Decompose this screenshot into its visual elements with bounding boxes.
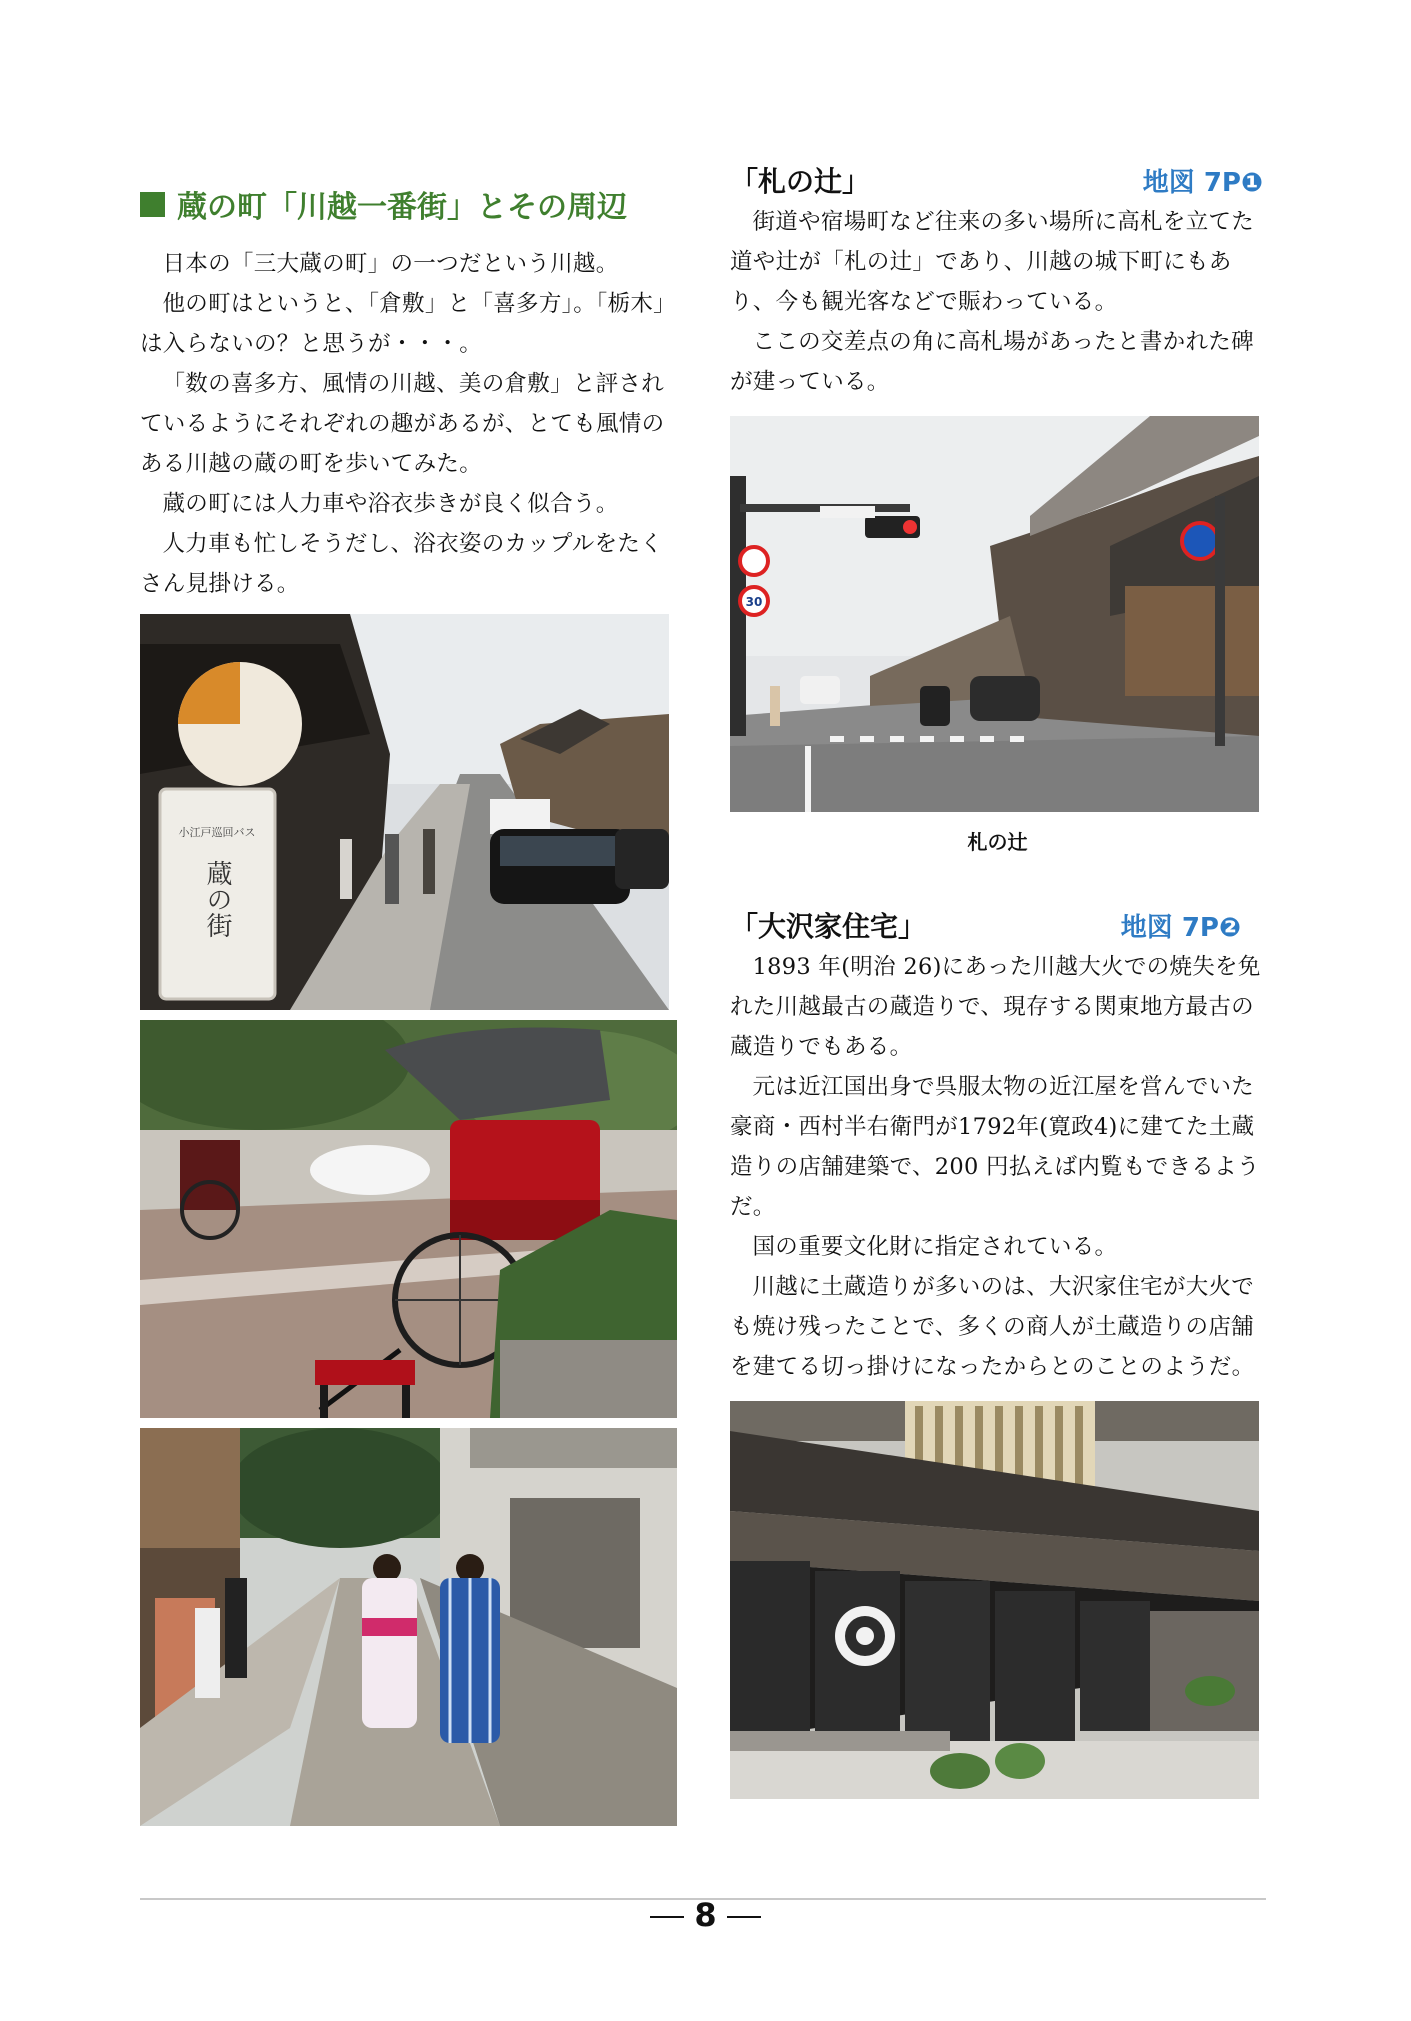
osawa-paragraph-4: 川越に土蔵造りが多いのは、大沢家住宅が大火でも焼け残ったことで、多くの商人が土蔵造りの店舗を建てる切っ掛けになったからとのことのようだ。	[730, 1274, 1255, 1380]
intro-paragraph-3: 「数の喜多方、風情の川越、美の倉敷」と評されているようにそれぞれの趣があるが、とても風情のある川越の蔵の町を歩いてみた。	[140, 371, 665, 477]
right-column	[730, 160, 1265, 1799]
yukata-couple-photo	[140, 1428, 677, 1826]
osawa-paragraph-2: 元は近江国出身で呉服太物の近江屋を営んでいた豪商・西村半右衛門が1792年(寛政4)に建てた土蔵造りの店舗建築で、200 円払えば内覧もできるようだ。	[730, 1074, 1260, 1220]
page-number-dash-left	[650, 1916, 684, 1918]
osawa-title: 「大沢家住宅」	[730, 910, 927, 943]
osawa-paragraph-1: 1893 年(明治 26)にあった川越大火での焼失を免れた川越最古の蔵造りで、現存する関東地方最古の蔵造りでもある。	[730, 954, 1261, 1060]
fuda-title: 「札の辻」	[730, 165, 871, 198]
osawa-heading	[730, 905, 1265, 945]
section-title-text: 蔵の町「川越一番街」とその周辺	[177, 190, 627, 225]
fuda-heading	[730, 160, 1265, 200]
osawa-house-photo	[730, 1401, 1259, 1799]
intro-paragraph-1: 日本の「三大蔵の町」の一つだという川越。	[162, 251, 619, 277]
intro-paragraph-4: 蔵の町には人力車や浴衣歩きが良く似合う。	[162, 491, 619, 517]
page-number-dash-right	[727, 1916, 761, 1918]
fuda-paragraph-1: 街道や宿場町など往来の多い場所に高札を立てた道や辻が「札の辻」であり、川越の城下町にもあり、今も観光客などで賑わっている。	[730, 209, 1255, 315]
rickshaw-photo	[140, 1020, 677, 1418]
kura-street-photo	[140, 614, 669, 1010]
left-column	[140, 170, 677, 1826]
fuda-map-ref: 地図 7P❶	[1142, 168, 1263, 198]
green-square-icon	[140, 192, 165, 217]
fuda-no-tsuji-photo	[730, 416, 1259, 812]
page-number-text: 8	[694, 1896, 717, 1934]
intro-paragraph-5: 人力車も忙しそうだし、浴衣姿のカップルをたくさん見掛ける。	[140, 531, 663, 597]
intro-paragraph-2: 他の町はというと、「倉敷」と「喜多方」。「栃木」は入らないの？と思うが・・・。	[140, 291, 676, 357]
sign-bus-text: 小江戸巡回バス	[178, 826, 256, 839]
section-title	[140, 182, 677, 226]
speed-limit-sign-text: 30	[745, 595, 763, 609]
fuda-paragraph-2: ここの交差点の角に高札場があったと書かれた碑が建っている。	[730, 329, 1254, 395]
page-number	[0, 1896, 1411, 1934]
osawa-map-ref: 地図 7P❷	[1120, 913, 1241, 943]
osawa-paragraph-3: 国の重要文化財に指定されている。	[752, 1234, 1118, 1260]
sign-main-text: 蔵の街	[202, 860, 232, 938]
fuda-photo-caption: 札の辻	[967, 830, 1028, 854]
